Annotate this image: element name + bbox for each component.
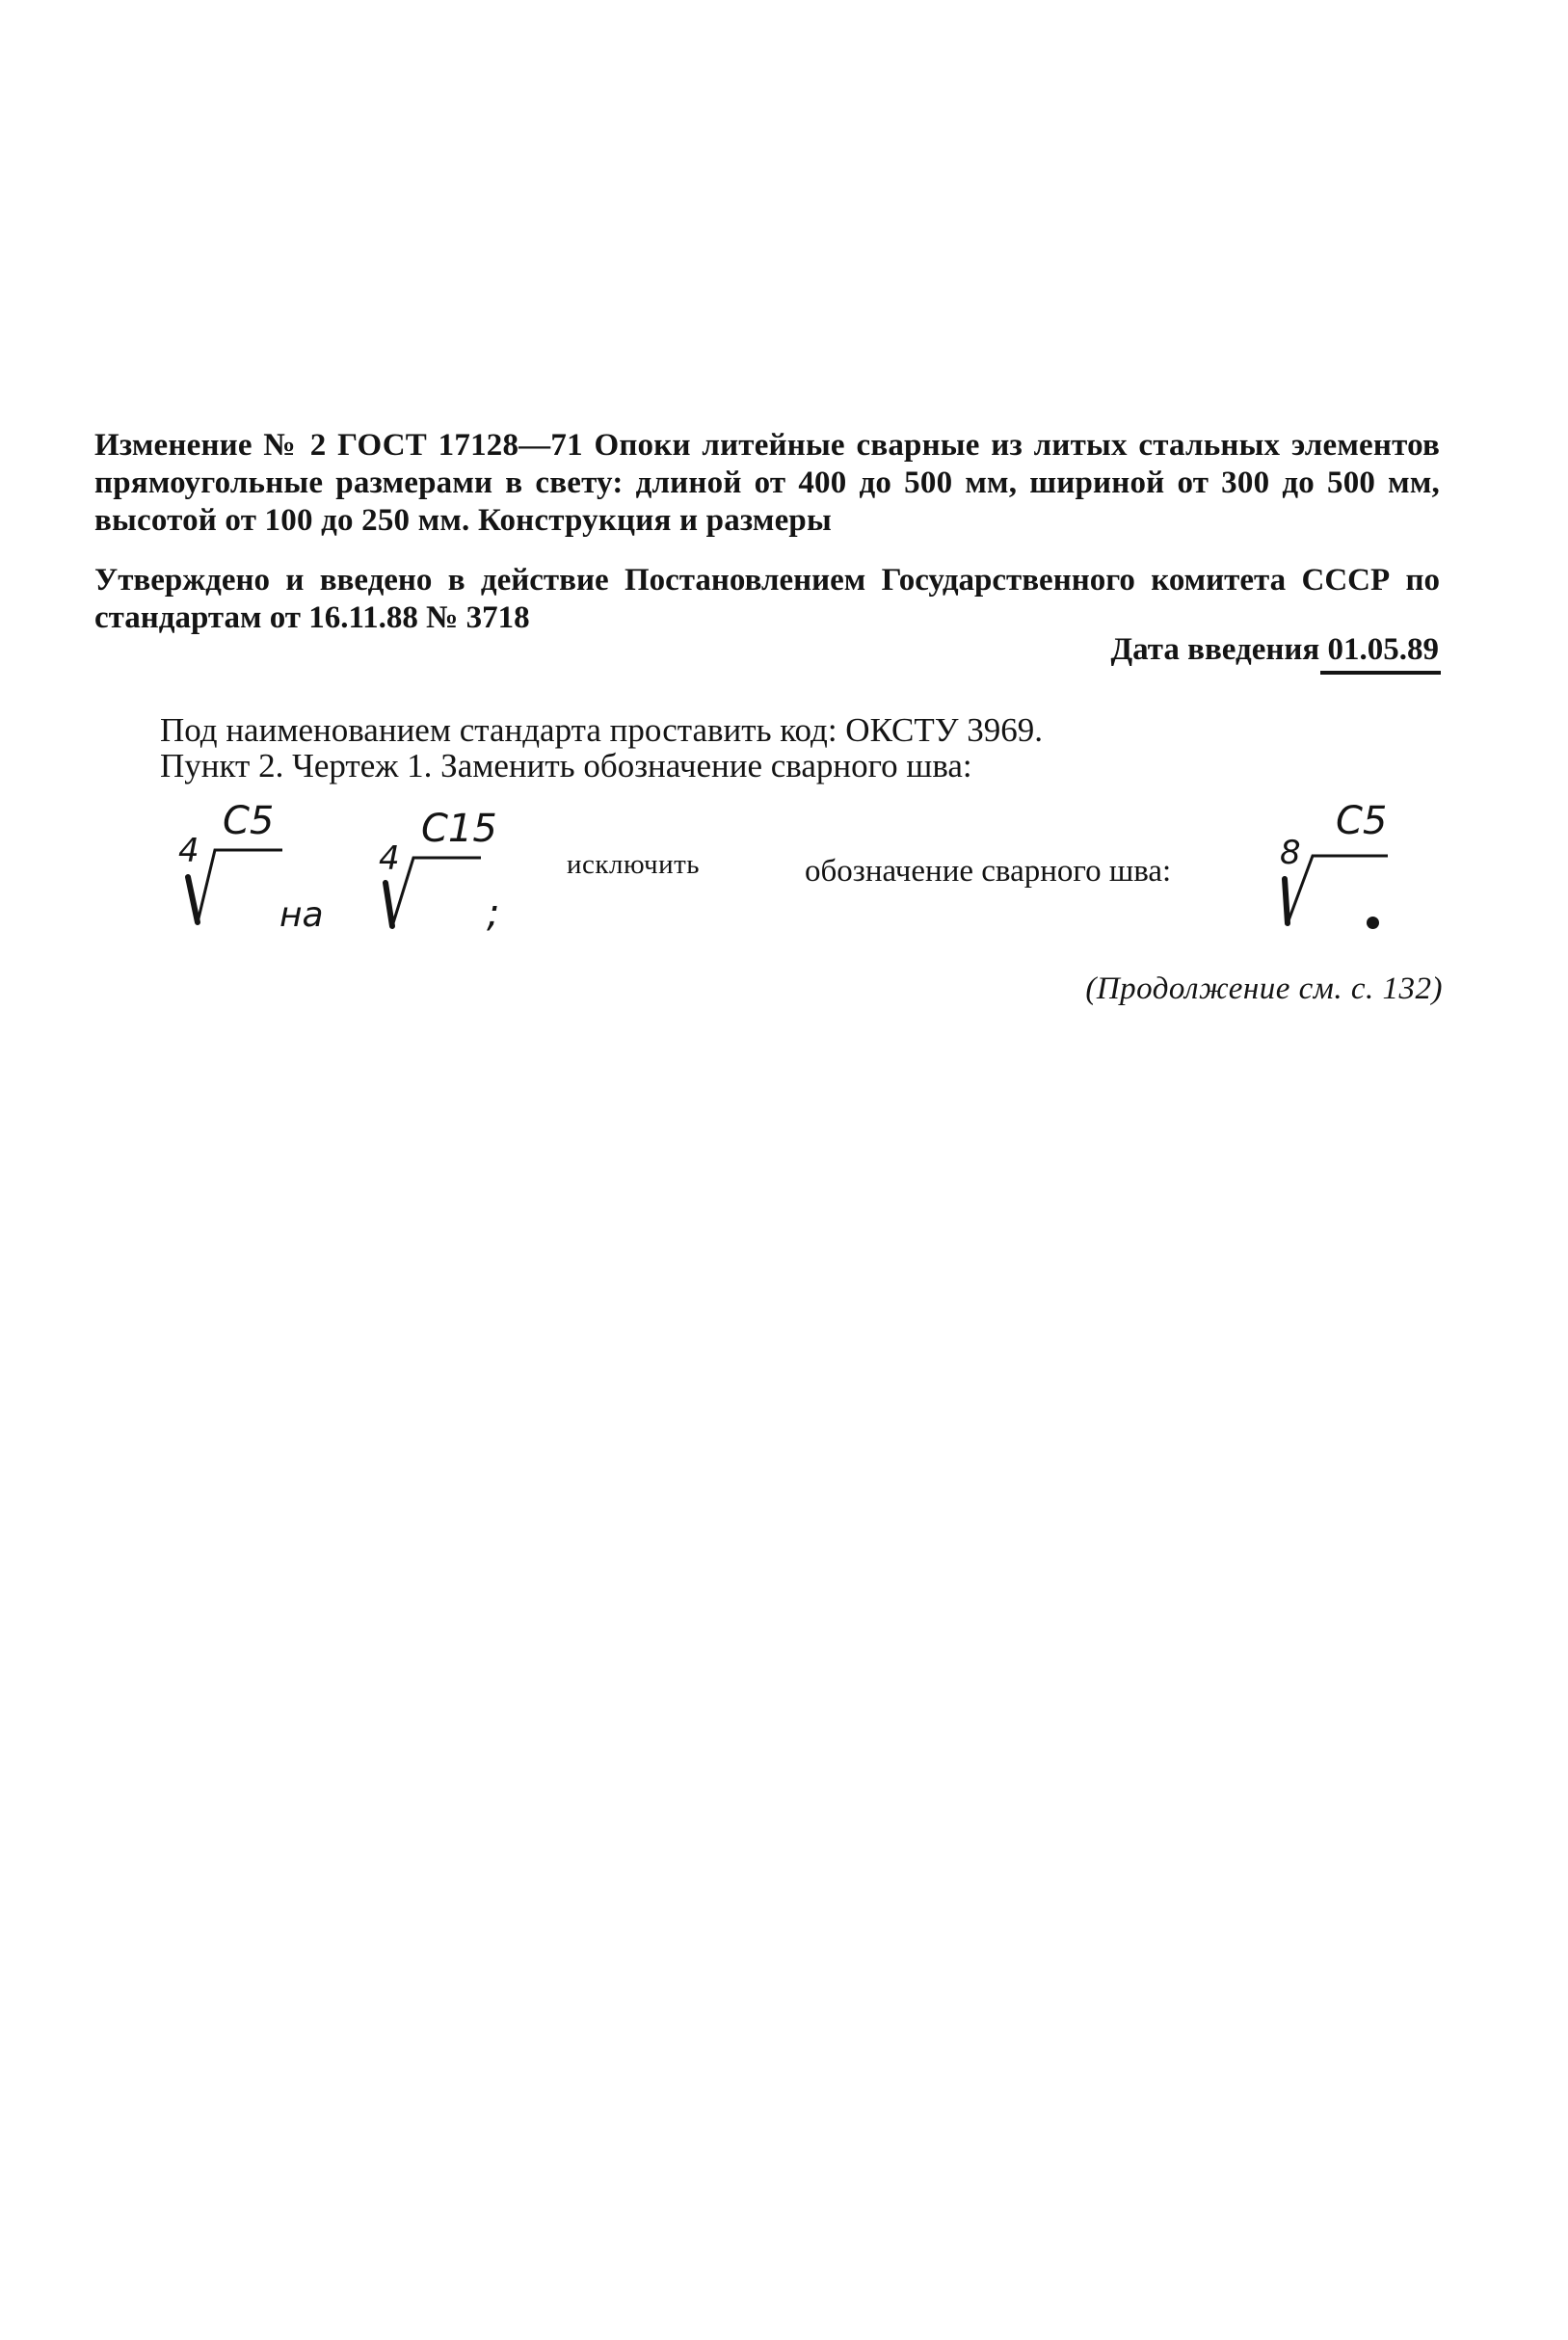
effective-date-line <box>1110 631 1439 669</box>
classification-code-paragraph: Под наименованием стандарта проставить код: ОКСТУ 3969. <box>160 711 1044 749</box>
weld-code: С15 <box>421 807 497 851</box>
weld-code: С5 <box>1336 799 1388 843</box>
weld-symbol-new <box>1280 800 1395 930</box>
exclude-label: исключить <box>567 849 701 880</box>
effective-date-label: Дата введения <box>1110 632 1320 667</box>
effective-date-value: 01.05.89 <box>1327 632 1439 667</box>
new-weld-label: обозначение сварного шва: <box>805 854 1172 889</box>
weld-replacement-paragraph: Пункт 2. Чертеж 1. Заменить обозначение сварного шва: <box>160 747 972 784</box>
weld-leg-size: 4 <box>178 832 199 870</box>
weld-code: С5 <box>223 799 275 843</box>
weld-symbol-old-2 <box>381 808 496 938</box>
terminal-dot <box>1367 917 1379 929</box>
weld-leg-size: 8 <box>1280 834 1301 872</box>
weld-leg-size: 4 <box>379 839 400 878</box>
weld-symbol-old-1 <box>178 799 294 932</box>
separator-semicolon: ; <box>487 891 500 936</box>
word-on: на <box>279 895 324 935</box>
approval-statement: Утверждено и введено в действие Постановлением Государственного комитета СССР по стандартам от 16.11.88 № 3718 <box>94 563 1440 635</box>
continuation-note: (Продолжение см. с. 132) <box>1085 971 1443 1006</box>
change-title: Изменение № 2 ГОСТ 17128—71 Опоки литейные сварные из литых стальных элементов прямоугольные размерами в свету: длиной от 400 до 500 мм, шириной от 300 до 500 мм, высотой от 100 до 250 мм. Конструкция и размеры <box>94 428 1440 538</box>
